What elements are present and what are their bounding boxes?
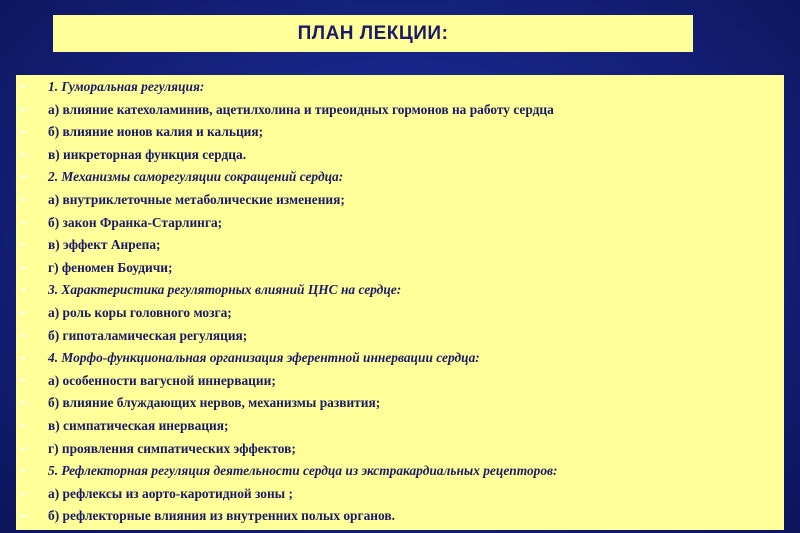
plan-item-text: г) феномен Боудичи; [48, 259, 173, 275]
slide-title: ПЛАН ЛЕКЦИИ: [297, 22, 449, 44]
plan-section-heading [16, 460, 784, 483]
plan-item-text: а) особенности вагусной иннервации; [48, 372, 276, 388]
plan-section-heading [16, 166, 784, 189]
bullet-icon: • [20, 237, 26, 253]
plan-subitem [16, 505, 784, 528]
bullet-icon: • [20, 146, 26, 162]
plan-item-text: г) проявления симпатических эффектов; [48, 440, 296, 456]
bullet-icon: • [20, 304, 26, 320]
plan-item-text: 4. Морфо-функциональная организация эферентной иннервации сердца: [48, 350, 480, 366]
plan-item-text: 1. Гуморальная регуляция: [48, 79, 205, 94]
plan-item-text: б) гипоталамическая регуляция; [48, 327, 248, 343]
plan-item-text: б) рефлекторные влияния из внутренних полых органов. [48, 508, 395, 524]
plan-item-text: б) влияние блуждающих нервов, механизмы развития; [48, 395, 381, 411]
bullet-icon: • [20, 463, 26, 479]
plan-section-heading [16, 347, 784, 370]
plan-subitem [16, 121, 784, 144]
plan-subitem [16, 234, 784, 257]
bullet-icon: • [20, 440, 26, 456]
bullet-icon: • [20, 191, 26, 207]
bullet-icon: • [20, 395, 26, 411]
plan-item-text: 2. Механизмы саморегуляции сокращений сердца: [48, 169, 344, 185]
plan-item-text: а) влияние катехоламинив, ацетилхолина и тиреоидных гормонов на работу сердца [48, 101, 554, 117]
lecture-plan-list [16, 76, 784, 528]
bullet-icon: • [20, 101, 26, 117]
plan-item-text: в) эффект Анрепа; [48, 237, 161, 253]
plan-subitem [16, 302, 784, 325]
bullet-icon: • [20, 350, 26, 366]
bullet-icon: • [20, 508, 26, 524]
title-box [53, 15, 693, 52]
plan-item-text: 3. Характеристика регуляторных влияний ЦНС на сердце: [48, 282, 402, 298]
plan-subitem [16, 99, 784, 122]
content-box [16, 75, 784, 530]
plan-item-text: а) роль коры головного мозга; [48, 304, 232, 320]
bullet-icon: • [20, 417, 26, 433]
plan-subitem [16, 257, 784, 280]
bullet-icon: • [20, 485, 26, 501]
plan-item-text: в) инкреторная функция сердца. [48, 146, 247, 162]
bullet-icon: • [20, 79, 26, 94]
plan-section-heading [16, 76, 784, 99]
bullet-icon: • [20, 169, 26, 185]
plan-subitem [16, 415, 784, 438]
bullet-icon: • [20, 124, 26, 140]
bullet-icon: • [20, 214, 26, 230]
plan-item-text: а) внутриклеточные метаболические изменения; [48, 191, 345, 207]
plan-item-text: б) закон Франка-Старлинга; [48, 214, 223, 230]
plan-subitem [16, 483, 784, 506]
plan-subitem [16, 144, 784, 167]
plan-subitem [16, 189, 784, 212]
plan-item-text: б) влияние ионов калия и кальция; [48, 124, 264, 140]
bullet-icon: • [20, 372, 26, 388]
bullet-icon: • [20, 282, 26, 298]
plan-subitem [16, 392, 784, 415]
bullet-icon: • [20, 259, 26, 275]
plan-subitem [16, 325, 784, 348]
plan-item-text: 5. Рефлекторная регуляция деятельности сердца из экстракардиальных рецепторов: [48, 463, 558, 479]
bullet-icon: • [20, 327, 26, 343]
plan-subitem [16, 438, 784, 461]
plan-section-heading [16, 279, 784, 302]
plan-item-text: а) рефлексы из аорто-каротидной зоны ; [48, 485, 293, 501]
plan-item-text: в) симпатическая инервация; [48, 417, 229, 433]
plan-subitem [16, 212, 784, 235]
plan-subitem [16, 370, 784, 393]
